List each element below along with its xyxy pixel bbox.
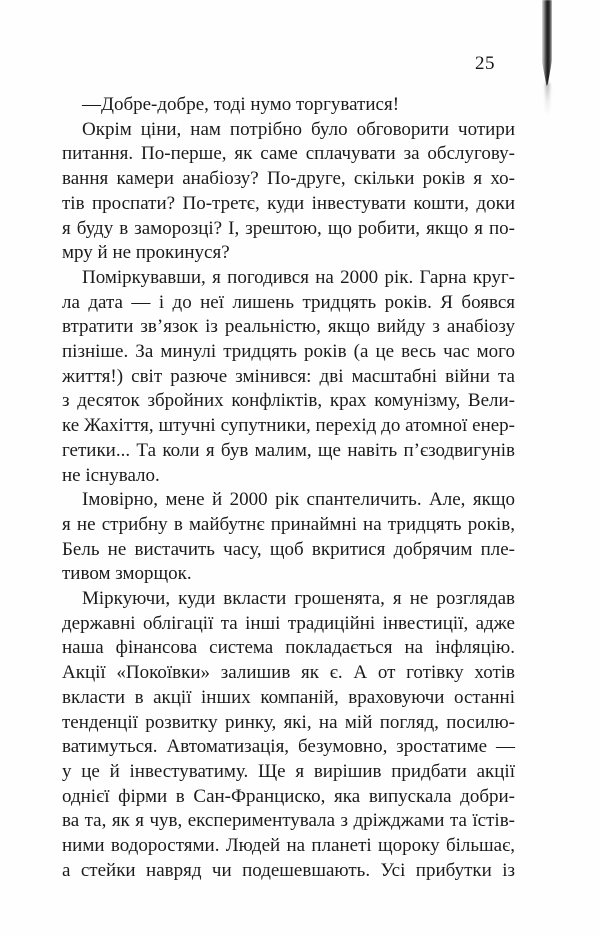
text-line: у це й інвестуватиму. Ще я вирішив придбати акції <box>62 760 515 782</box>
text-line: гетики... Та коли я був малим, ще навіть п’єзодвигунів <box>62 439 515 461</box>
page-edge-mark <box>542 0 552 86</box>
paragraph <box>62 587 515 883</box>
text-line: наша фінансова система покладається на інфляцію. <box>62 637 515 659</box>
text-line: вання камери анабіозу? По-друге, скільки років я хо- <box>62 168 515 190</box>
text-line: не існувало. <box>62 464 160 486</box>
page-edge-mark-shadow <box>545 83 550 115</box>
text-line: однієї фірми в Сан-Франциско, яка випускала добри- <box>62 785 515 807</box>
text-line: Окрім ціни, нам потрібно було обговорити чотири <box>82 118 515 140</box>
text-line: ними водоростями. Людей на планеті щороку більшає, <box>62 835 515 857</box>
text-line: мру й не прокинуся? <box>62 242 230 264</box>
text-line: ке Жахіття, штучні супутники, перехід до атомної енер- <box>62 415 515 437</box>
text-line: ла дата — і до неї лишень тридцять років. Я боявся <box>62 291 515 313</box>
text-line: пізніше. За минулі тридцять років (а це весь час мого <box>62 341 515 363</box>
text-line: тенденції розвитку ринку, які, на мій погляд, посилю- <box>62 711 515 733</box>
text-line: тивом зморщок. <box>62 563 192 585</box>
paragraph <box>62 93 515 118</box>
paragraph <box>62 118 515 266</box>
text-line: —Добре-добре, тоді нумо торгуватися! <box>82 94 400 115</box>
text-line: а стейки навряд чи подешевшають. Усі прибутки із <box>62 859 515 881</box>
paragraph <box>62 266 515 488</box>
text-line: я буду в заморозці? І, зрештою, що робити, якщо я по- <box>62 217 515 239</box>
page-number: 25 <box>475 53 495 74</box>
text-line: втратити зв’язок із реальністю, якщо вийду з анабіозу <box>62 316 515 338</box>
text-line: Поміркувавши, я погодився на 2000 рік. Гарна круг- <box>82 266 515 288</box>
text-line: Акції «Покоївки» залишив як є. А от готівку хотів <box>62 662 515 684</box>
body-text <box>62 93 515 884</box>
text-line: з десяток збройних конфліктів, крах комунізму, Вели- <box>62 390 515 412</box>
text-line: державні облігації та інші традиційні інвестиції, адже <box>62 612 515 634</box>
text-line: Бель не вистачить часу, щоб вкритися добрячим пле- <box>62 538 515 560</box>
text-line: тів проспати? По-третє, куди інвестувати кошти, доки <box>62 192 515 214</box>
text-line: Міркуючи, куди вкласти грошенята, я не розглядав <box>82 588 515 610</box>
text-line: питання. По-перше, як саме сплачувати за обслугову- <box>62 143 515 165</box>
paragraph <box>62 488 515 587</box>
text-line: ватимуться. Автоматизація, безумовно, зростатиме — <box>62 736 515 758</box>
text-line: ва та, як я чув, експериментувала з дріжджами та їстів- <box>62 810 515 832</box>
text-line: Імовірно, мене й 2000 рік спантеличить. Але, якщо <box>82 489 515 511</box>
text-line: життя!) світ разюче змінився: дві масштабні війни та <box>62 365 515 387</box>
text-line: вкласти в акції інших компаній, враховуючи останні <box>62 686 515 708</box>
text-line: я не стрибну в майбутнє принаймні на тридцять років, <box>62 513 515 535</box>
